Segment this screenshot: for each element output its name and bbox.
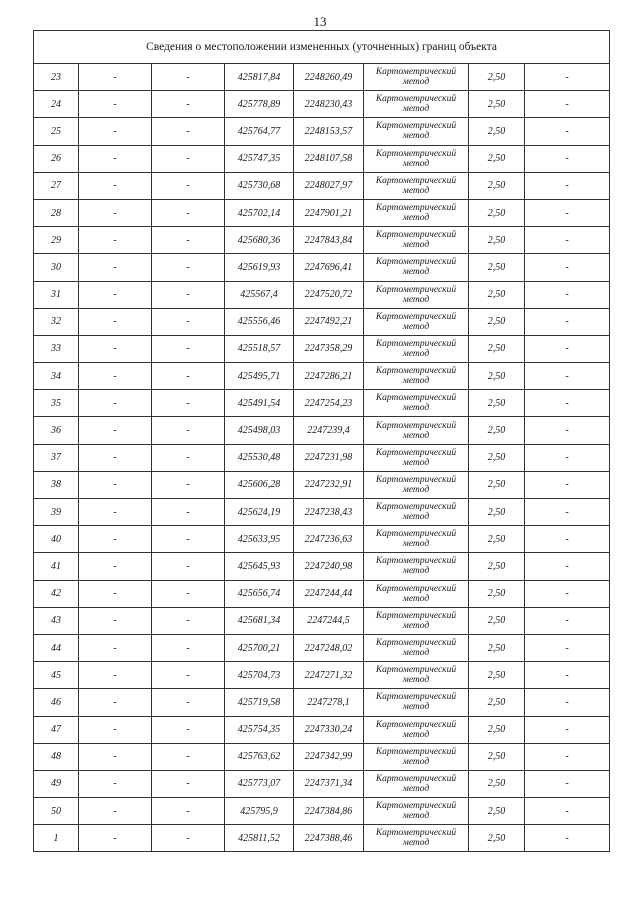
point-number-cell: 23 (34, 64, 79, 91)
table-row (34, 743, 610, 770)
coordinate-x-cell: 425681,34 (225, 607, 294, 634)
previous-x-cell: - (79, 607, 152, 634)
point-number-cell: 1 (34, 825, 79, 852)
point-number-cell: 39 (34, 499, 79, 526)
coordinate-x-cell: 425556,46 (225, 308, 294, 335)
previous-x-cell: - (79, 227, 152, 254)
previous-x-cell: - (79, 172, 152, 199)
coordinate-y-cell: 2247244,44 (294, 580, 364, 607)
table-row (34, 281, 610, 308)
description-cell: - (525, 526, 610, 553)
previous-y-cell: - (152, 607, 225, 634)
page-number: 13 (313, 14, 327, 29)
accuracy-cell: 2,50 (469, 281, 525, 308)
previous-y-cell: - (152, 281, 225, 308)
method-cell: Картометрический метод (364, 553, 469, 580)
method-cell: Картометрический метод (364, 580, 469, 607)
previous-x-cell: - (79, 64, 152, 91)
coordinate-y-cell: 2248153,57 (294, 118, 364, 145)
coordinate-x-cell: 425754,35 (225, 716, 294, 743)
previous-y-cell: - (152, 363, 225, 390)
coordinate-x-cell: 425778,89 (225, 91, 294, 118)
description-cell: - (525, 716, 610, 743)
point-number-cell: 40 (34, 526, 79, 553)
coordinate-y-cell: 2247236,63 (294, 526, 364, 553)
accuracy-cell: 2,50 (469, 798, 525, 825)
previous-y-cell: - (152, 553, 225, 580)
coordinate-y-cell: 2248260,49 (294, 64, 364, 91)
previous-y-cell: - (152, 825, 225, 852)
boundary-coordinates-table (33, 30, 610, 852)
point-number-cell: 25 (34, 118, 79, 145)
coordinate-x-cell: 425817,84 (225, 64, 294, 91)
accuracy-cell: 2,50 (469, 716, 525, 743)
coordinate-y-cell: 2248027,97 (294, 172, 364, 199)
previous-x-cell: - (79, 308, 152, 335)
previous-x-cell: - (79, 254, 152, 281)
table-row (34, 825, 610, 852)
table-row (34, 172, 610, 199)
previous-y-cell: - (152, 471, 225, 498)
point-number-cell: 43 (34, 607, 79, 634)
previous-y-cell: - (152, 227, 225, 254)
accuracy-cell: 2,50 (469, 308, 525, 335)
accuracy-cell: 2,50 (469, 580, 525, 607)
coordinate-y-cell: 2248107,58 (294, 145, 364, 172)
previous-x-cell: - (79, 471, 152, 498)
previous-x-cell: - (79, 199, 152, 226)
accuracy-cell: 2,50 (469, 444, 525, 471)
table-row (34, 798, 610, 825)
previous-x-cell: - (79, 553, 152, 580)
point-number-cell: 24 (34, 91, 79, 118)
point-number-cell: 32 (34, 308, 79, 335)
coordinate-x-cell: 425645,93 (225, 553, 294, 580)
coordinate-x-cell: 425619,93 (225, 254, 294, 281)
coordinate-x-cell: 425700,21 (225, 634, 294, 661)
accuracy-cell: 2,50 (469, 335, 525, 362)
previous-x-cell: - (79, 499, 152, 526)
point-number-cell: 45 (34, 662, 79, 689)
previous-y-cell: - (152, 91, 225, 118)
point-number-cell: 44 (34, 634, 79, 661)
previous-x-cell: - (79, 743, 152, 770)
accuracy-cell: 2,50 (469, 607, 525, 634)
accuracy-cell: 2,50 (469, 390, 525, 417)
coordinate-y-cell: 2247232,91 (294, 471, 364, 498)
coordinate-y-cell: 2247244,5 (294, 607, 364, 634)
point-number-cell: 46 (34, 689, 79, 716)
coordinate-y-cell: 2247384,86 (294, 798, 364, 825)
table-row (34, 634, 610, 661)
previous-x-cell: - (79, 662, 152, 689)
point-number-cell: 28 (34, 199, 79, 226)
description-cell: - (525, 199, 610, 226)
accuracy-cell: 2,50 (469, 254, 525, 281)
method-cell: Картометрический метод (364, 607, 469, 634)
point-number-cell: 29 (34, 227, 79, 254)
table-row (34, 91, 610, 118)
method-cell: Картометрический метод (364, 145, 469, 172)
coordinate-y-cell: 2247240,98 (294, 553, 364, 580)
previous-y-cell: - (152, 335, 225, 362)
previous-x-cell: - (79, 580, 152, 607)
coordinate-x-cell: 425704,73 (225, 662, 294, 689)
coordinate-y-cell: 2247520,72 (294, 281, 364, 308)
description-cell: - (525, 499, 610, 526)
previous-x-cell: - (79, 91, 152, 118)
previous-y-cell: - (152, 118, 225, 145)
previous-y-cell: - (152, 390, 225, 417)
coordinate-x-cell: 425764,77 (225, 118, 294, 145)
accuracy-cell: 2,50 (469, 825, 525, 852)
method-cell: Картометрический метод (364, 64, 469, 91)
description-cell: - (525, 553, 610, 580)
description-cell: - (525, 634, 610, 661)
table-row (34, 254, 610, 281)
point-number-cell: 30 (34, 254, 79, 281)
coordinate-y-cell: 2247238,43 (294, 499, 364, 526)
coordinate-y-cell: 2247286,21 (294, 363, 364, 390)
coordinate-x-cell: 425773,07 (225, 770, 294, 797)
accuracy-cell: 2,50 (469, 689, 525, 716)
method-cell: Картометрический метод (364, 199, 469, 226)
description-cell: - (525, 825, 610, 852)
point-number-cell: 31 (34, 281, 79, 308)
description-cell: - (525, 335, 610, 362)
previous-x-cell: - (79, 444, 152, 471)
accuracy-cell: 2,50 (469, 118, 525, 145)
point-number-cell: 33 (34, 335, 79, 362)
method-cell: Картометрический метод (364, 716, 469, 743)
accuracy-cell: 2,50 (469, 743, 525, 770)
table-row (34, 64, 610, 91)
coordinate-x-cell: 425567,4 (225, 281, 294, 308)
description-cell: - (525, 607, 610, 634)
coordinate-x-cell: 425763,62 (225, 743, 294, 770)
coordinate-x-cell: 425811,52 (225, 825, 294, 852)
accuracy-cell: 2,50 (469, 662, 525, 689)
accuracy-cell: 2,50 (469, 145, 525, 172)
coordinate-y-cell: 2247278,1 (294, 689, 364, 716)
point-number-cell: 26 (34, 145, 79, 172)
table-row (34, 417, 610, 444)
point-number-cell: 48 (34, 743, 79, 770)
point-number-cell: 36 (34, 417, 79, 444)
coordinate-y-cell: 2247901,21 (294, 199, 364, 226)
point-number-cell: 50 (34, 798, 79, 825)
method-cell: Картометрический метод (364, 335, 469, 362)
method-cell: Картометрический метод (364, 390, 469, 417)
coordinate-y-cell: 2247271,32 (294, 662, 364, 689)
previous-y-cell: - (152, 64, 225, 91)
accuracy-cell: 2,50 (469, 634, 525, 661)
coordinate-y-cell: 2247492,21 (294, 308, 364, 335)
table-row (34, 499, 610, 526)
coordinate-x-cell: 425491,54 (225, 390, 294, 417)
method-cell: Картометрический метод (364, 825, 469, 852)
accuracy-cell: 2,50 (469, 227, 525, 254)
description-cell: - (525, 363, 610, 390)
accuracy-cell: 2,50 (469, 526, 525, 553)
method-cell: Картометрический метод (364, 281, 469, 308)
previous-y-cell: - (152, 444, 225, 471)
table-row (34, 145, 610, 172)
coordinate-x-cell: 425747,35 (225, 145, 294, 172)
method-cell: Картометрический метод (364, 118, 469, 145)
coordinate-x-cell: 425495,71 (225, 363, 294, 390)
previous-x-cell: - (79, 770, 152, 797)
description-cell: - (525, 281, 610, 308)
table-row (34, 363, 610, 390)
accuracy-cell: 2,50 (469, 199, 525, 226)
description-cell: - (525, 417, 610, 444)
previous-x-cell: - (79, 417, 152, 444)
method-cell: Картометрический метод (364, 471, 469, 498)
previous-y-cell: - (152, 145, 225, 172)
accuracy-cell: 2,50 (469, 499, 525, 526)
description-cell: - (525, 743, 610, 770)
method-cell: Картометрический метод (364, 227, 469, 254)
description-cell: - (525, 390, 610, 417)
method-cell: Картометрический метод (364, 444, 469, 471)
coordinate-x-cell: 425530,48 (225, 444, 294, 471)
coordinate-x-cell: 425633,95 (225, 526, 294, 553)
coordinate-y-cell: 2247330,24 (294, 716, 364, 743)
previous-y-cell: - (152, 580, 225, 607)
description-cell: - (525, 91, 610, 118)
method-cell: Картометрический метод (364, 254, 469, 281)
previous-y-cell: - (152, 634, 225, 661)
method-cell: Картометрический метод (364, 770, 469, 797)
coordinate-y-cell: 2247248,02 (294, 634, 364, 661)
table-row (34, 662, 610, 689)
coordinate-y-cell: 2247696,41 (294, 254, 364, 281)
accuracy-cell: 2,50 (469, 172, 525, 199)
coordinate-y-cell: 2247342,99 (294, 743, 364, 770)
table-row (34, 335, 610, 362)
previous-x-cell: - (79, 145, 152, 172)
previous-y-cell: - (152, 172, 225, 199)
point-number-cell: 47 (34, 716, 79, 743)
method-cell: Картометрический метод (364, 798, 469, 825)
previous-y-cell: - (152, 743, 225, 770)
table-row (34, 607, 610, 634)
coordinate-x-cell: 425606,28 (225, 471, 294, 498)
point-number-cell: 34 (34, 363, 79, 390)
point-number-cell: 35 (34, 390, 79, 417)
coordinate-x-cell: 425702,14 (225, 199, 294, 226)
accuracy-cell: 2,50 (469, 471, 525, 498)
previous-y-cell: - (152, 417, 225, 444)
previous-x-cell: - (79, 526, 152, 553)
coordinate-y-cell: 2248230,43 (294, 91, 364, 118)
accuracy-cell: 2,50 (469, 363, 525, 390)
description-cell: - (525, 798, 610, 825)
description-cell: - (525, 308, 610, 335)
description-cell: - (525, 227, 610, 254)
method-cell: Картометрический метод (364, 689, 469, 716)
method-cell: Картометрический метод (364, 499, 469, 526)
previous-x-cell: - (79, 390, 152, 417)
table-row (34, 770, 610, 797)
coordinate-y-cell: 2247254,23 (294, 390, 364, 417)
previous-x-cell: - (79, 634, 152, 661)
coordinate-x-cell: 425656,74 (225, 580, 294, 607)
accuracy-cell: 2,50 (469, 770, 525, 797)
method-cell: Картометрический метод (364, 91, 469, 118)
method-cell: Картометрический метод (364, 172, 469, 199)
coordinate-x-cell: 425624,19 (225, 499, 294, 526)
previous-y-cell: - (152, 308, 225, 335)
previous-y-cell: - (152, 662, 225, 689)
description-cell: - (525, 118, 610, 145)
description-cell: - (525, 471, 610, 498)
coordinate-y-cell: 2247358,29 (294, 335, 364, 362)
point-number-cell: 42 (34, 580, 79, 607)
previous-y-cell: - (152, 798, 225, 825)
table-row (34, 227, 610, 254)
method-cell: Картометрический метод (364, 526, 469, 553)
description-cell: - (525, 64, 610, 91)
method-cell: Картометрический метод (364, 662, 469, 689)
coordinate-y-cell: 2247231,98 (294, 444, 364, 471)
table-title: Сведения о местоположении измененных (уточненных) границ объекта (34, 31, 610, 64)
description-cell: - (525, 145, 610, 172)
table-row (34, 308, 610, 335)
point-number-cell: 49 (34, 770, 79, 797)
point-number-cell: 41 (34, 553, 79, 580)
previous-y-cell: - (152, 499, 225, 526)
coordinate-y-cell: 2247843,84 (294, 227, 364, 254)
coordinate-y-cell: 2247388,46 (294, 825, 364, 852)
description-cell: - (525, 770, 610, 797)
coordinate-y-cell: 2247239,4 (294, 417, 364, 444)
coordinate-x-cell: 425730,68 (225, 172, 294, 199)
previous-y-cell: - (152, 689, 225, 716)
previous-y-cell: - (152, 254, 225, 281)
description-cell: - (525, 662, 610, 689)
accuracy-cell: 2,50 (469, 553, 525, 580)
previous-y-cell: - (152, 526, 225, 553)
previous-y-cell: - (152, 770, 225, 797)
coordinate-y-cell: 2247371,34 (294, 770, 364, 797)
previous-x-cell: - (79, 335, 152, 362)
method-cell: Картометрический метод (364, 743, 469, 770)
previous-y-cell: - (152, 716, 225, 743)
accuracy-cell: 2,50 (469, 91, 525, 118)
table-row (34, 390, 610, 417)
previous-x-cell: - (79, 825, 152, 852)
table-row (34, 471, 610, 498)
method-cell: Картометрический метод (364, 417, 469, 444)
previous-x-cell: - (79, 363, 152, 390)
point-number-cell: 38 (34, 471, 79, 498)
point-number-cell: 37 (34, 444, 79, 471)
table-row (34, 526, 610, 553)
table-row (34, 199, 610, 226)
method-cell: Картометрический метод (364, 634, 469, 661)
coordinate-x-cell: 425498,03 (225, 417, 294, 444)
coordinate-x-cell: 425518,57 (225, 335, 294, 362)
coordinate-x-cell: 425680,36 (225, 227, 294, 254)
previous-x-cell: - (79, 716, 152, 743)
table-row (34, 553, 610, 580)
table-row (34, 689, 610, 716)
description-cell: - (525, 689, 610, 716)
accuracy-cell: 2,50 (469, 64, 525, 91)
previous-x-cell: - (79, 798, 152, 825)
description-cell: - (525, 580, 610, 607)
coordinate-x-cell: 425719,58 (225, 689, 294, 716)
method-cell: Картометрический метод (364, 308, 469, 335)
coordinate-x-cell: 425795,9 (225, 798, 294, 825)
table-row (34, 716, 610, 743)
description-cell: - (525, 254, 610, 281)
description-cell: - (525, 172, 610, 199)
table-row (34, 580, 610, 607)
description-cell: - (525, 444, 610, 471)
table-row (34, 118, 610, 145)
accuracy-cell: 2,50 (469, 417, 525, 444)
previous-x-cell: - (79, 118, 152, 145)
table-title-row (34, 31, 610, 64)
point-number-cell: 27 (34, 172, 79, 199)
method-cell: Картометрический метод (364, 363, 469, 390)
table-row (34, 444, 610, 471)
previous-x-cell: - (79, 689, 152, 716)
previous-x-cell: - (79, 281, 152, 308)
previous-y-cell: - (152, 199, 225, 226)
